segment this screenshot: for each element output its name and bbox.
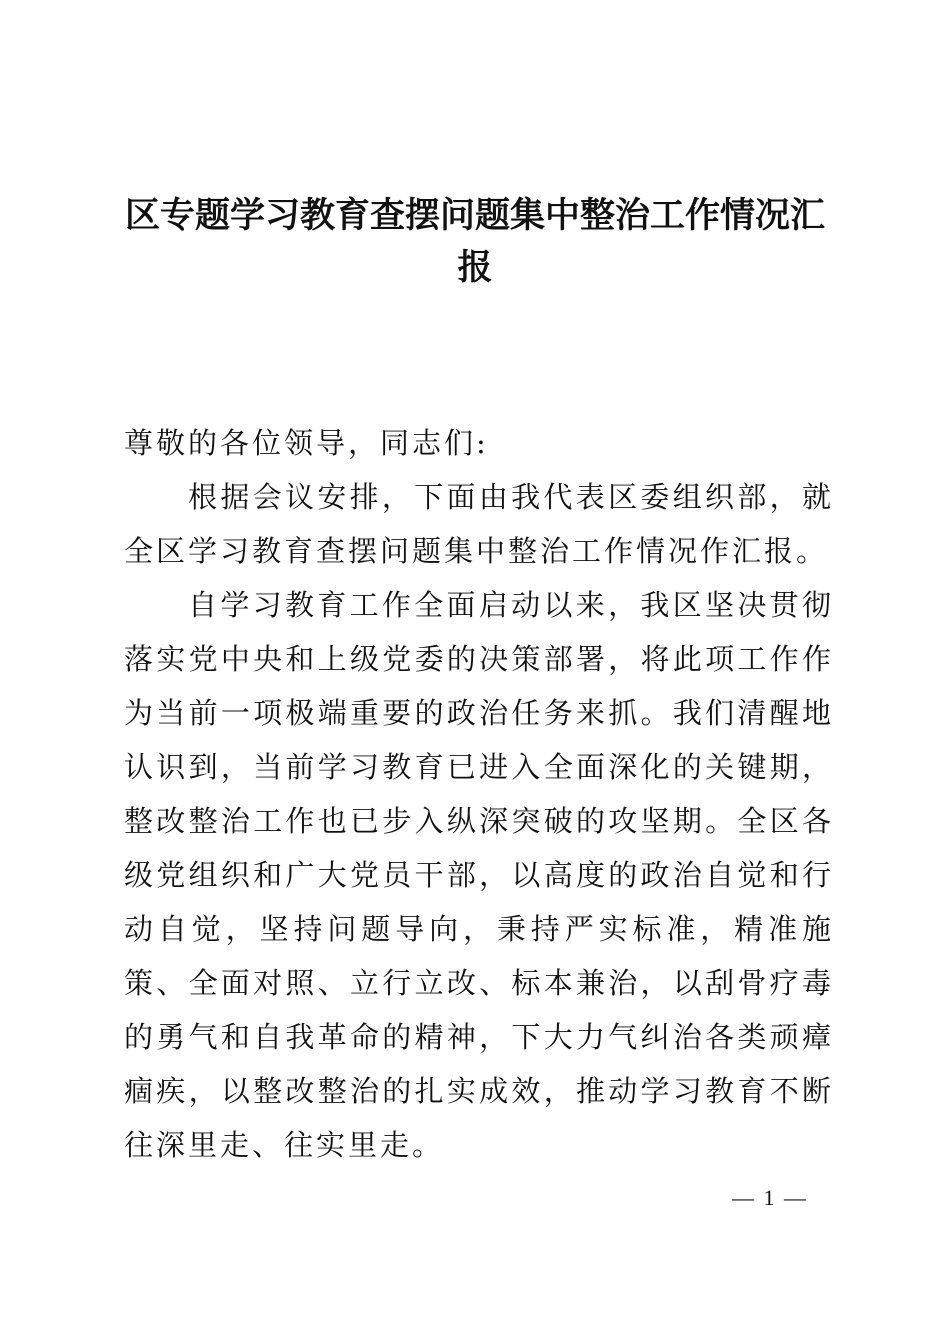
document-body xyxy=(124,416,834,1172)
document-title: 区专题学习教育查摆问题集中整治工作情况汇报 xyxy=(124,195,825,288)
paragraph-1: 根据会议安排，下面由我代表区委组织部，就全区学习教育查摆问题集中整治工作情况作汇报。 xyxy=(124,480,834,568)
paragraph-2: 自学习教育工作全面启动以来，我区坚决贯彻落实党中央和上级党委的决策部署，将此项工作作为当前一项极端重要的政治任务来抓。我们清醒地认识到，当前学习教育已进入全面深化的关键期，整改整治工作也已步入纵深突破的攻坚期。全区各级党组织和广大党员干部，以高度的政治自觉和行动自觉，坚持问题导向，秉持严实标准，精准施策、全面对照、立行立改、标本兼治，以刮骨疗毒的勇气和自我革命的精神，下大力气纠治各类顽瘴痼疾，以整改整治的扎实成效，推动学习教育不断往深里走、往实里走。 xyxy=(124,588,834,1162)
page-number: — 1 — xyxy=(732,1185,808,1210)
salutation: 尊敬的各位领导，同志们: xyxy=(124,426,489,460)
